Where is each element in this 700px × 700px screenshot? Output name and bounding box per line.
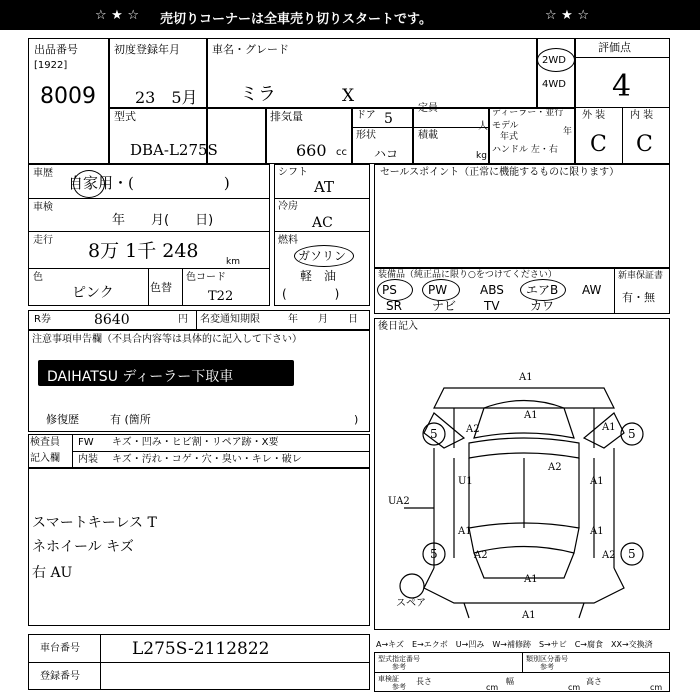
warranty-label: 新車保証書 <box>618 271 664 281</box>
dealer-trade-in-box <box>38 360 294 386</box>
dim-ref: 参考 <box>392 683 406 691</box>
spare-tire-circle <box>400 574 424 598</box>
score-value: 4 <box>612 69 632 104</box>
equip-airbag-circle <box>520 279 566 301</box>
shift-label: シフト <box>278 167 308 178</box>
entry-label: 記入欄 <box>30 453 60 464</box>
door-label: ドア <box>356 110 376 121</box>
sales-label: セールスポイント（正常に機能するものに限ります） <box>380 167 620 178</box>
car-name: ミラ <box>240 84 276 105</box>
fuel-paren: ( ) <box>282 287 340 301</box>
fw-items: キズ・凹み・ヒビ割・リペア跡・X要 <box>112 437 279 448</box>
mileage-value: 8万 1千 248 <box>88 240 199 262</box>
mileage-label: 走行 <box>33 235 53 246</box>
height-label: 高さ <box>586 677 602 686</box>
mark-rear-bumper: A1 <box>522 610 536 621</box>
class-label: 類別区分番号 <box>526 655 568 663</box>
repair-close: ) <box>354 413 359 426</box>
cap-label: 定員 <box>418 103 438 114</box>
ac-label: 冷房 <box>278 201 298 212</box>
car-damage-diagram <box>374 318 670 630</box>
mileage-unit: km <box>226 257 240 267</box>
reg-label: 初度登録年月 <box>114 43 180 56</box>
ext-value: C <box>590 132 607 157</box>
handwritten-note-2: ネホイール キズ <box>32 539 134 555</box>
ext-label: 外 装 <box>582 110 606 121</box>
mark-hood: A1 <box>524 410 538 421</box>
equipment-label: 装備品（純正品に限り○をつけてください） <box>378 270 557 280</box>
banner-stars-left: ☆ ★ ☆ <box>95 8 140 23</box>
tax-label: 名変通知期限 <box>200 314 260 325</box>
mark-right-front-door: A1 <box>590 476 604 487</box>
chassis-label: 車台番号 <box>40 643 80 654</box>
disp-label: 排気量 <box>270 110 303 123</box>
lot-sub: [1922] <box>34 60 68 71</box>
width-unit: cm <box>568 683 581 692</box>
recycle-unit: 円 <box>178 314 188 325</box>
notes-label: 注意事項申告欄（不具合内容等は具体的に記入して下さい） <box>32 334 302 345</box>
mark-rear-right: A2 <box>602 550 616 561</box>
type-label: 型式 <box>114 110 136 123</box>
damage-legend: A→キズ E→エクボ U→凹み W→補修跡 S→サビ C→腐食 XX→交換済 <box>376 640 653 649</box>
top-banner <box>0 0 700 30</box>
drive-4wd: 4WD <box>542 79 566 90</box>
reg-value: 23 5月 <box>135 88 198 107</box>
mark-left-front-door: U1 <box>458 476 473 487</box>
car-label: 車名・グレード <box>212 43 289 56</box>
tax-date: 年 月 日 <box>288 314 358 325</box>
equip-navi: ナビ <box>432 299 457 313</box>
spare-label: スペア <box>396 598 426 609</box>
tire-rl-value: 5 <box>430 547 438 561</box>
tire-fl-value: 5 <box>430 427 438 441</box>
length-unit: cm <box>486 683 499 692</box>
cap-unit: 人 <box>478 121 488 132</box>
mark-front-right: A1 <box>602 422 616 433</box>
width-label: 幅 <box>506 677 514 686</box>
recycle-label: R券 <box>34 314 51 325</box>
mark-rear-left: A2 <box>474 550 488 561</box>
sales-block <box>374 164 670 268</box>
equip-sr: SR <box>386 299 402 313</box>
repair-value: 有 (箇所 <box>110 413 151 426</box>
paint-label: 色替 <box>150 281 172 294</box>
mark-front-bumper: A1 <box>519 372 533 383</box>
model-label: モデル <box>492 121 519 131</box>
recycle-value: 8640 <box>94 312 130 328</box>
disp-value: 660 <box>296 141 327 160</box>
fuel-value: ガソリン <box>298 249 347 263</box>
banner-text: 売切りコーナーは全車売り切りスタートです。 <box>160 12 432 27</box>
shape-value: ハコ <box>374 147 399 161</box>
banner-stars-right: ☆ ★ ☆ <box>545 8 590 23</box>
mark-rear-hatch: A1 <box>524 574 538 585</box>
drive-2wd-circle <box>537 48 575 72</box>
equip-pw: PW <box>428 283 448 297</box>
color-value: ピンク <box>72 285 114 301</box>
equip-airbag: エアB <box>526 283 559 297</box>
chassis-value: L275S-2112822 <box>132 639 270 659</box>
history-circle <box>73 170 105 198</box>
fuel-alt: 軽 油 <box>300 269 337 283</box>
load-label: 積載 <box>418 130 438 141</box>
dim-label: 車検証 <box>378 675 399 683</box>
equip-abs: ABS <box>480 283 504 297</box>
mark-left-side: UA2 <box>388 496 410 507</box>
fuel-label: 燃料 <box>278 235 298 246</box>
fuel-circle <box>294 245 354 267</box>
inspector-label: 検査員 <box>30 437 60 448</box>
inspect-label: 車検 <box>33 202 53 213</box>
tire-rr-value: 5 <box>628 547 636 561</box>
reg-no-label: 登録番号 <box>40 671 80 682</box>
year-unit: 年 <box>563 127 573 137</box>
color-code-label: 色コード <box>186 272 226 283</box>
spec-label: 型式指定番号 <box>378 655 420 663</box>
warranty-value: 有・無 <box>622 291 655 304</box>
history-value: 自家用・( ) <box>68 174 230 192</box>
int-value: C <box>636 132 653 157</box>
drive-2wd: 2WD <box>542 55 566 66</box>
in-label: 内装 <box>78 454 98 465</box>
equip-ps-circle <box>377 279 413 301</box>
model-sub: 年式 <box>500 132 519 142</box>
class-ref: 参考 <box>540 663 554 671</box>
score-label: 評価点 <box>598 41 631 54</box>
equip-tv: TV <box>484 299 500 313</box>
in-items: キズ・汚れ・コゲ・穴・臭い・キレ・破レ <box>112 454 302 465</box>
tire-fr-value: 5 <box>628 427 636 441</box>
dealer-trade-in-text: DAIHATSU ディーラー下取車 <box>47 369 234 385</box>
after-label: 後日記入 <box>378 321 418 332</box>
door-value: 5 <box>384 111 393 127</box>
dealer-label: ディーラー・並行 <box>492 108 564 118</box>
handle-label: ハンドル 左・右 <box>492 145 558 155</box>
equip-ps: PS <box>382 283 397 297</box>
mark-right-rear-door: A1 <box>590 526 604 537</box>
inspect-value: 年 月( 日) <box>112 213 214 228</box>
history-label: 車歴 <box>33 168 53 179</box>
repair-label: 修復歴 <box>46 413 79 426</box>
mark-left-rear-door: A1 <box>458 526 472 537</box>
equip-pw-circle <box>422 279 460 301</box>
mark-front-left: A2 <box>466 424 480 435</box>
shift-value: AT <box>314 178 335 196</box>
lot-number: 8009 <box>40 84 96 109</box>
equip-leather: カワ <box>530 299 555 313</box>
equip-aw: AW <box>582 283 602 297</box>
mark-windshield: A2 <box>548 462 562 473</box>
disp-unit: cc <box>336 147 347 158</box>
fw-label: FW <box>78 437 94 448</box>
ac-value: AC <box>312 215 333 231</box>
color-code: T22 <box>208 289 234 304</box>
height-unit: cm <box>650 683 663 692</box>
int-label: 内 装 <box>630 110 654 121</box>
load-unit: kg <box>476 151 487 161</box>
type-value: DBA-L275S <box>130 141 218 159</box>
length-label: 長さ <box>416 677 432 686</box>
spec-ref: 参考 <box>392 663 406 671</box>
handwritten-note-3: 右 AU <box>32 565 73 581</box>
color-label: 色 <box>33 272 43 283</box>
handwritten-note-1: スマートキーレス T <box>32 515 157 531</box>
lot-label: 出品番号 <box>34 43 78 56</box>
shape-label: 形状 <box>356 130 376 141</box>
grade: X <box>342 86 355 106</box>
